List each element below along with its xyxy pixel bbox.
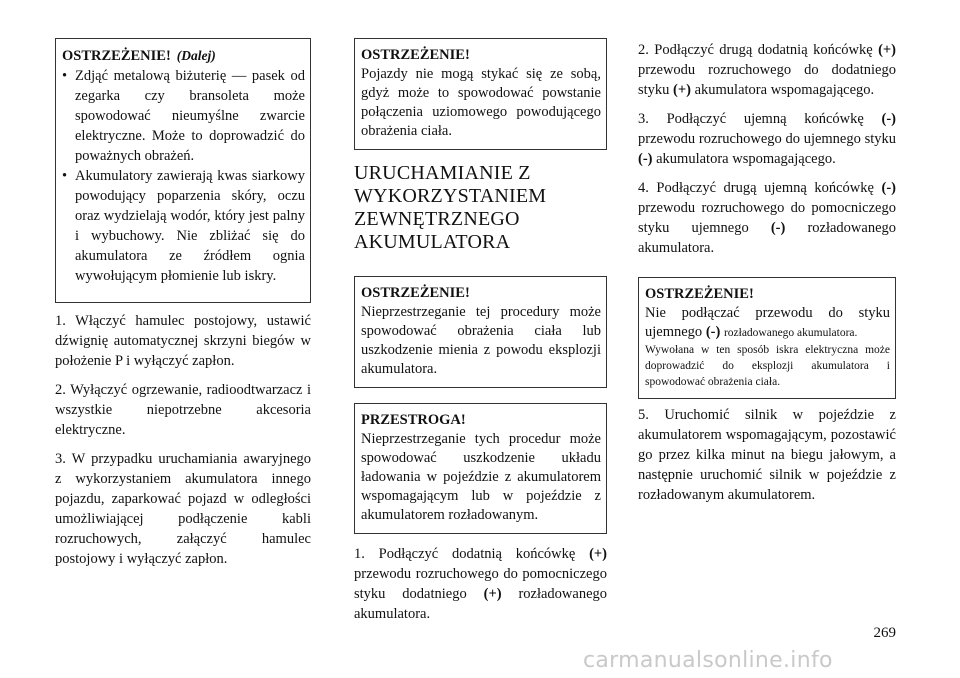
minus-symbol: (-): [881, 180, 897, 196]
warning-heading: [62, 46, 305, 66]
warning-list: [62, 66, 305, 286]
caution-title: PRZESTROGA!: [361, 412, 466, 428]
section-title: URUCHAMIANIE Z WYKORZYSTANIEM ZEWNĘTRZNEGO AKUMULATORA: [354, 162, 547, 253]
column-left: [55, 38, 311, 578]
warning-title: OSTRZEŻENIE!: [62, 48, 171, 64]
warning-text-small: Wywołana w ten sposób iskra elektryczna może doprowadzić do eksplozji akumulatora i spowodować obrażenia ciała.: [645, 344, 890, 388]
warning-box-continued: [55, 38, 311, 303]
warning-title: OSTRZEŻENIE!: [361, 47, 470, 63]
warning-title: OSTRZEŻENIE!: [361, 285, 470, 301]
warning-title: OSTRZEŻENIE!: [645, 286, 754, 302]
column-middle: [354, 38, 607, 633]
minus-symbol: (-): [705, 324, 721, 340]
watermark: carmanualsonline.info: [583, 648, 833, 673]
warning-box: [354, 276, 607, 388]
page-number: 269: [873, 625, 896, 641]
caution-box: [354, 403, 607, 534]
column-right: [638, 40, 896, 514]
warning-text: Nie podłączać przewodu do styku ujemnego (-) rozładowanego akumulatora.: [645, 305, 890, 340]
step-paragraph: 2. Podłączyć drugą dodatnią końcówkę (+) przewodu rozruchowego do dodatniego styku (+) akumulatora wspomagającego.: [638, 42, 897, 98]
plus-symbol: (+): [673, 82, 691, 98]
step-paragraph: 2. Wyłączyć ogrzewanie, radioodtwarzacz i wszystkie niepotrzebne akcesoria elektryczne.: [55, 382, 311, 438]
warning-box: [638, 277, 896, 399]
step-paragraph: 1. Włączyć hamulec postojowy, ustawić dźwignię automatycznej skrzyni biegów w położenie P i wyłączyć zapłon.: [55, 313, 311, 369]
minus-symbol: (-): [770, 220, 786, 236]
minus-symbol: (-): [638, 151, 653, 167]
step-paragraph: 5. Uruchomić silnik w pojeździe z akumulatorem wspomagającym, pozostawić go przez kilka minut na biegu jałowym, a następnie uruchomić silnik w pojeździe z rozładowanym akumulatorem.: [638, 407, 896, 503]
warning-item: • Akumulatory zawierają kwas siarkowy powodujący poparzenia skóry, oczu oraz wydzielają wodór, który jest palny i wybuchowy. Nie zbliżać się do akumulatora ze źródłem ognia wywołującym płomienie lub iskry.: [62, 168, 305, 284]
warning-box: [354, 38, 607, 150]
step-paragraph: 4. Podłączyć drugą ujemną końcówkę (-) przewodu rozruchowego do pomocniczego styku ujemnego (-) rozładowanego akumulatora.: [638, 180, 897, 256]
warning-item: • Zdjąć metalową biżuterię — pasek od zegarka czy bransoleta może spowodować nieumyślne zwarcie elektryczne. Może to doprowadzić do poważnych obrażeń.: [62, 68, 305, 164]
continued-label: (Dalej): [176, 48, 216, 63]
minus-symbol: (-): [881, 111, 897, 127]
step-paragraph: 3. W przypadku uruchamiania awaryjnego z wykorzystaniem akumulatora innego pojazdu, zaparkować pojazd w odległości umożliwiającej podłączenie kabli rozruchowych, załączyć hamulec postojowy i wyłączyć zapłon.: [55, 451, 311, 567]
warning-text: Pojazdy nie mogą stykać się ze sobą, gdyż może to spowodować powstanie połączenia uziomowego powodującego obrażenia ciała.: [361, 66, 601, 139]
plus-symbol: (+): [878, 42, 897, 58]
warning-text: Nieprzestrzeganie tej procedury może spowodować obrażenia ciała lub uszkodzenie mienia z powodu eksplozji akumulatora.: [361, 304, 601, 377]
plus-symbol: (+): [589, 546, 608, 562]
plus-symbol: (+): [483, 586, 502, 602]
caution-text: Nieprzestrzeganie tych procedur może spowodować uszkodzenie układu ładowania w pojeździe z akumulatorem wspomagającym lub w pojeździe z akumulatorem rozładowanym.: [361, 431, 601, 523]
step-paragraph: 3. Podłączyć ujemną końcówkę (-) przewodu rozruchowego do ujemnego styku (-) akumulatora wspomagającego.: [638, 111, 897, 167]
step-paragraph: 1. Podłączyć dodatnią końcówkę (+) przewodu rozruchowego do pomocniczego styku dodatniego (+) rozładowanego akumulatora.: [354, 546, 608, 622]
